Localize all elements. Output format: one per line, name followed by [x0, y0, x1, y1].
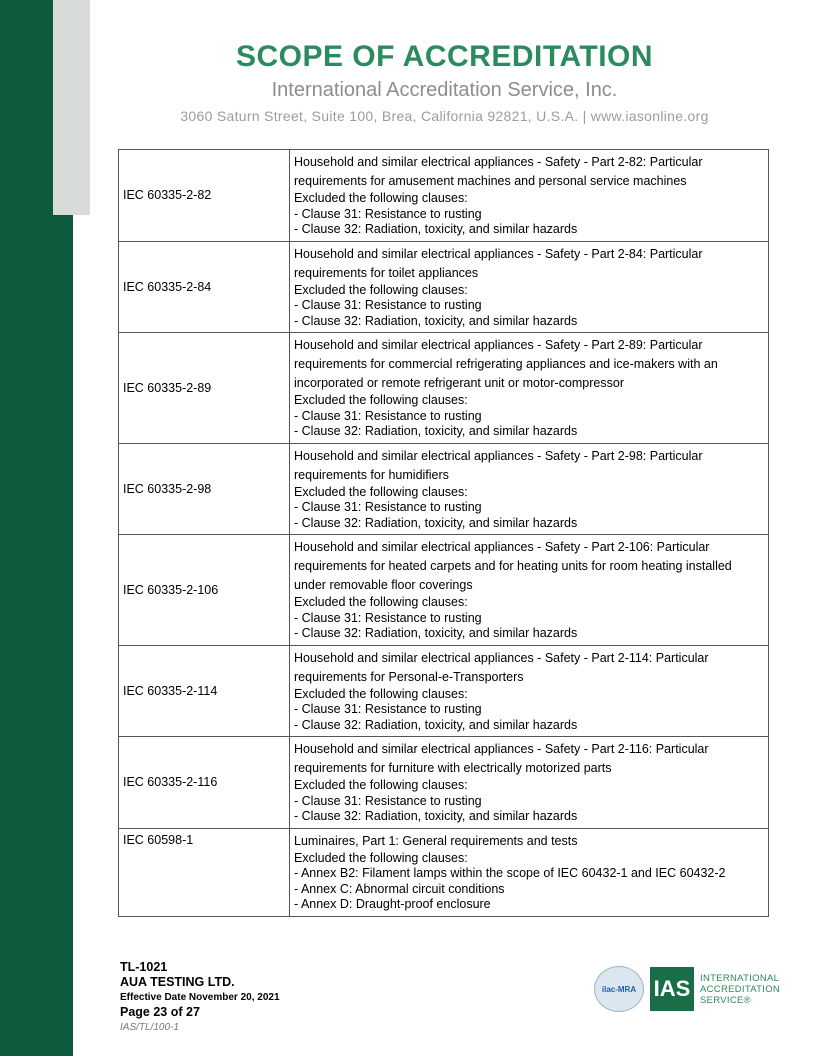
- company-name: AUA TESTING LTD.: [120, 975, 235, 989]
- certificate-number: TL-1021: [120, 960, 168, 974]
- excluded-clause-line: Excluded the following clauses:: [294, 850, 468, 865]
- excluded-clause-line: - Clause 32: Radiation, toxicity, and similar hazards: [294, 626, 578, 640]
- excluded-clause-line: - Clause 32: Radiation, toxicity, and similar hazards: [294, 424, 578, 438]
- standard-cell: IEC 60335-2-82: [119, 150, 290, 242]
- table-row: [119, 443, 769, 535]
- description-cell: [290, 645, 769, 737]
- excluded-clause-line: - Clause 32: Radiation, toxicity, and similar hazards: [294, 515, 578, 530]
- excluded-clause-line: - Clause 31: Resistance to rusting: [294, 793, 482, 808]
- ias-logo-line: INTERNATIONAL: [700, 972, 780, 984]
- description-line: Household and similar electrical appliances - Safety - Part 2-106: Particular: [294, 540, 710, 554]
- description-cell: [290, 241, 769, 333]
- ilac-mra-logo: [594, 966, 644, 1012]
- standard-cell: IEC 60335-2-89: [119, 333, 290, 444]
- effective-date: Effective Date November 20, 2021: [120, 992, 280, 1003]
- description-cell: [290, 737, 769, 829]
- excluded-clause-line: - Clause 31: Resistance to rusting: [294, 206, 482, 221]
- standard-cell: IEC 60335-2-116: [119, 737, 290, 829]
- description-line: Household and similar electrical appliances - Safety - Part 2-82: Particular: [294, 155, 703, 169]
- organization-address: 3060 Saturn Street, Suite 100, Brea, California 92821, U.S.A. | www.iasonline.org: [180, 108, 709, 124]
- excluded-clause-line: - Clause 32: Radiation, toxicity, and similar hazards: [294, 717, 578, 732]
- table-row: [119, 535, 769, 646]
- description-line: requirements for toilet appliances: [294, 265, 479, 280]
- table-row: [119, 737, 769, 829]
- description-line: incorporated or remote refrigerant unit or motor-compressor: [294, 376, 624, 390]
- excluded-clause-line: - Clause 31: Resistance to rusting: [294, 408, 482, 423]
- ias-logo-text: [700, 973, 780, 1006]
- description-line: requirements for commercial refrigerating appliances and ice-makers with an: [294, 357, 718, 371]
- excluded-clause-line: Excluded the following clauses:: [294, 191, 468, 205]
- excluded-clause-line: - Clause 32: Radiation, toxicity, and similar hazards: [294, 222, 578, 236]
- ias-logo-line: SERVICE®: [700, 994, 751, 1006]
- page-footer: [120, 960, 280, 1035]
- scope-table: [118, 149, 769, 917]
- excluded-clause-line: - Annex B2: Filament lamps within the scope of IEC 60432-1 and IEC 60432-2: [294, 866, 726, 880]
- description-line: under removable floor coverings: [294, 578, 473, 592]
- description-line: requirements for Personal-e-Transporters: [294, 669, 524, 684]
- ias-logo: [650, 967, 694, 1011]
- excluded-clause-line: - Clause 31: Resistance to rusting: [294, 702, 482, 716]
- excluded-clause-line: Excluded the following clauses:: [294, 595, 468, 609]
- ias-logo-line: ACCREDITATION: [700, 983, 781, 995]
- description-line: Household and similar electrical appliances - Safety - Part 2-114: Particular: [294, 650, 709, 665]
- description-line: requirements for humidifiers: [294, 467, 449, 482]
- excluded-clause-line: Excluded the following clauses:: [294, 282, 468, 297]
- excluded-clause-line: - Clause 31: Resistance to rusting: [294, 298, 482, 312]
- description-line: Household and similar electrical appliances - Safety - Part 2-84: Particular: [294, 246, 703, 261]
- description-line: Household and similar electrical appliances - Safety - Part 2-98: Particular: [294, 448, 703, 463]
- logo-group: [594, 966, 780, 1012]
- description-line: requirements for heated carpets and for heating units for room heating installed: [294, 559, 732, 573]
- excluded-clause-line: - Annex C: Abnormal circuit conditions: [294, 881, 505, 896]
- table-row: [119, 150, 769, 242]
- ilac-logo-text: ilac-MRA: [601, 984, 637, 994]
- description-line: Household and similar electrical appliances - Safety - Part 2-116: Particular: [294, 742, 709, 756]
- description-line: Luminaires, Part 1: General requirements and tests: [294, 833, 578, 848]
- description-line: requirements for furniture with electrically motorized parts: [294, 761, 612, 775]
- table-row: [119, 333, 769, 444]
- description-cell: [290, 828, 769, 916]
- description-line: Household and similar electrical appliances - Safety - Part 2-89: Particular: [294, 338, 703, 352]
- excluded-clause-line: - Annex D: Draught-proof enclosure: [294, 897, 491, 911]
- table-row: [119, 241, 769, 333]
- ias-logo-abbr: IAS: [653, 976, 691, 1001]
- standard-cell: IEC 60335-2-114: [119, 645, 290, 737]
- excluded-clause-line: Excluded the following clauses:: [294, 393, 468, 407]
- table-row: [119, 645, 769, 737]
- excluded-clause-line: Excluded the following clauses:: [294, 484, 468, 499]
- description-line: requirements for amusement machines and personal service machines: [294, 174, 687, 188]
- form-number: IAS/TL/100-1: [120, 1022, 179, 1033]
- standard-cell: IEC 60598-1: [119, 828, 290, 916]
- excluded-clause-line: - Clause 32: Radiation, toxicity, and similar hazards: [294, 809, 578, 823]
- table-row: [119, 828, 769, 916]
- description-cell: [290, 535, 769, 646]
- standard-cell: IEC 60335-2-98: [119, 443, 290, 535]
- excluded-clause-line: - Clause 31: Resistance to rusting: [294, 500, 482, 514]
- page-title: SCOPE OF ACCREDITATION: [235, 40, 654, 73]
- description-cell: [290, 333, 769, 444]
- description-cell: [290, 443, 769, 535]
- standard-cell: IEC 60335-2-84: [119, 241, 290, 333]
- excluded-clause-line: Excluded the following clauses:: [294, 778, 468, 792]
- excluded-clause-line: Excluded the following clauses:: [294, 686, 468, 701]
- standard-cell: IEC 60335-2-106: [119, 535, 290, 646]
- description-cell: [290, 150, 769, 242]
- excluded-clause-line: - Clause 31: Resistance to rusting: [294, 610, 482, 625]
- organization-name: International Accreditation Service, Inc.: [271, 79, 618, 101]
- page-number: Page 23 of 27: [120, 1005, 200, 1019]
- excluded-clause-line: - Clause 32: Radiation, toxicity, and similar hazards: [294, 313, 578, 328]
